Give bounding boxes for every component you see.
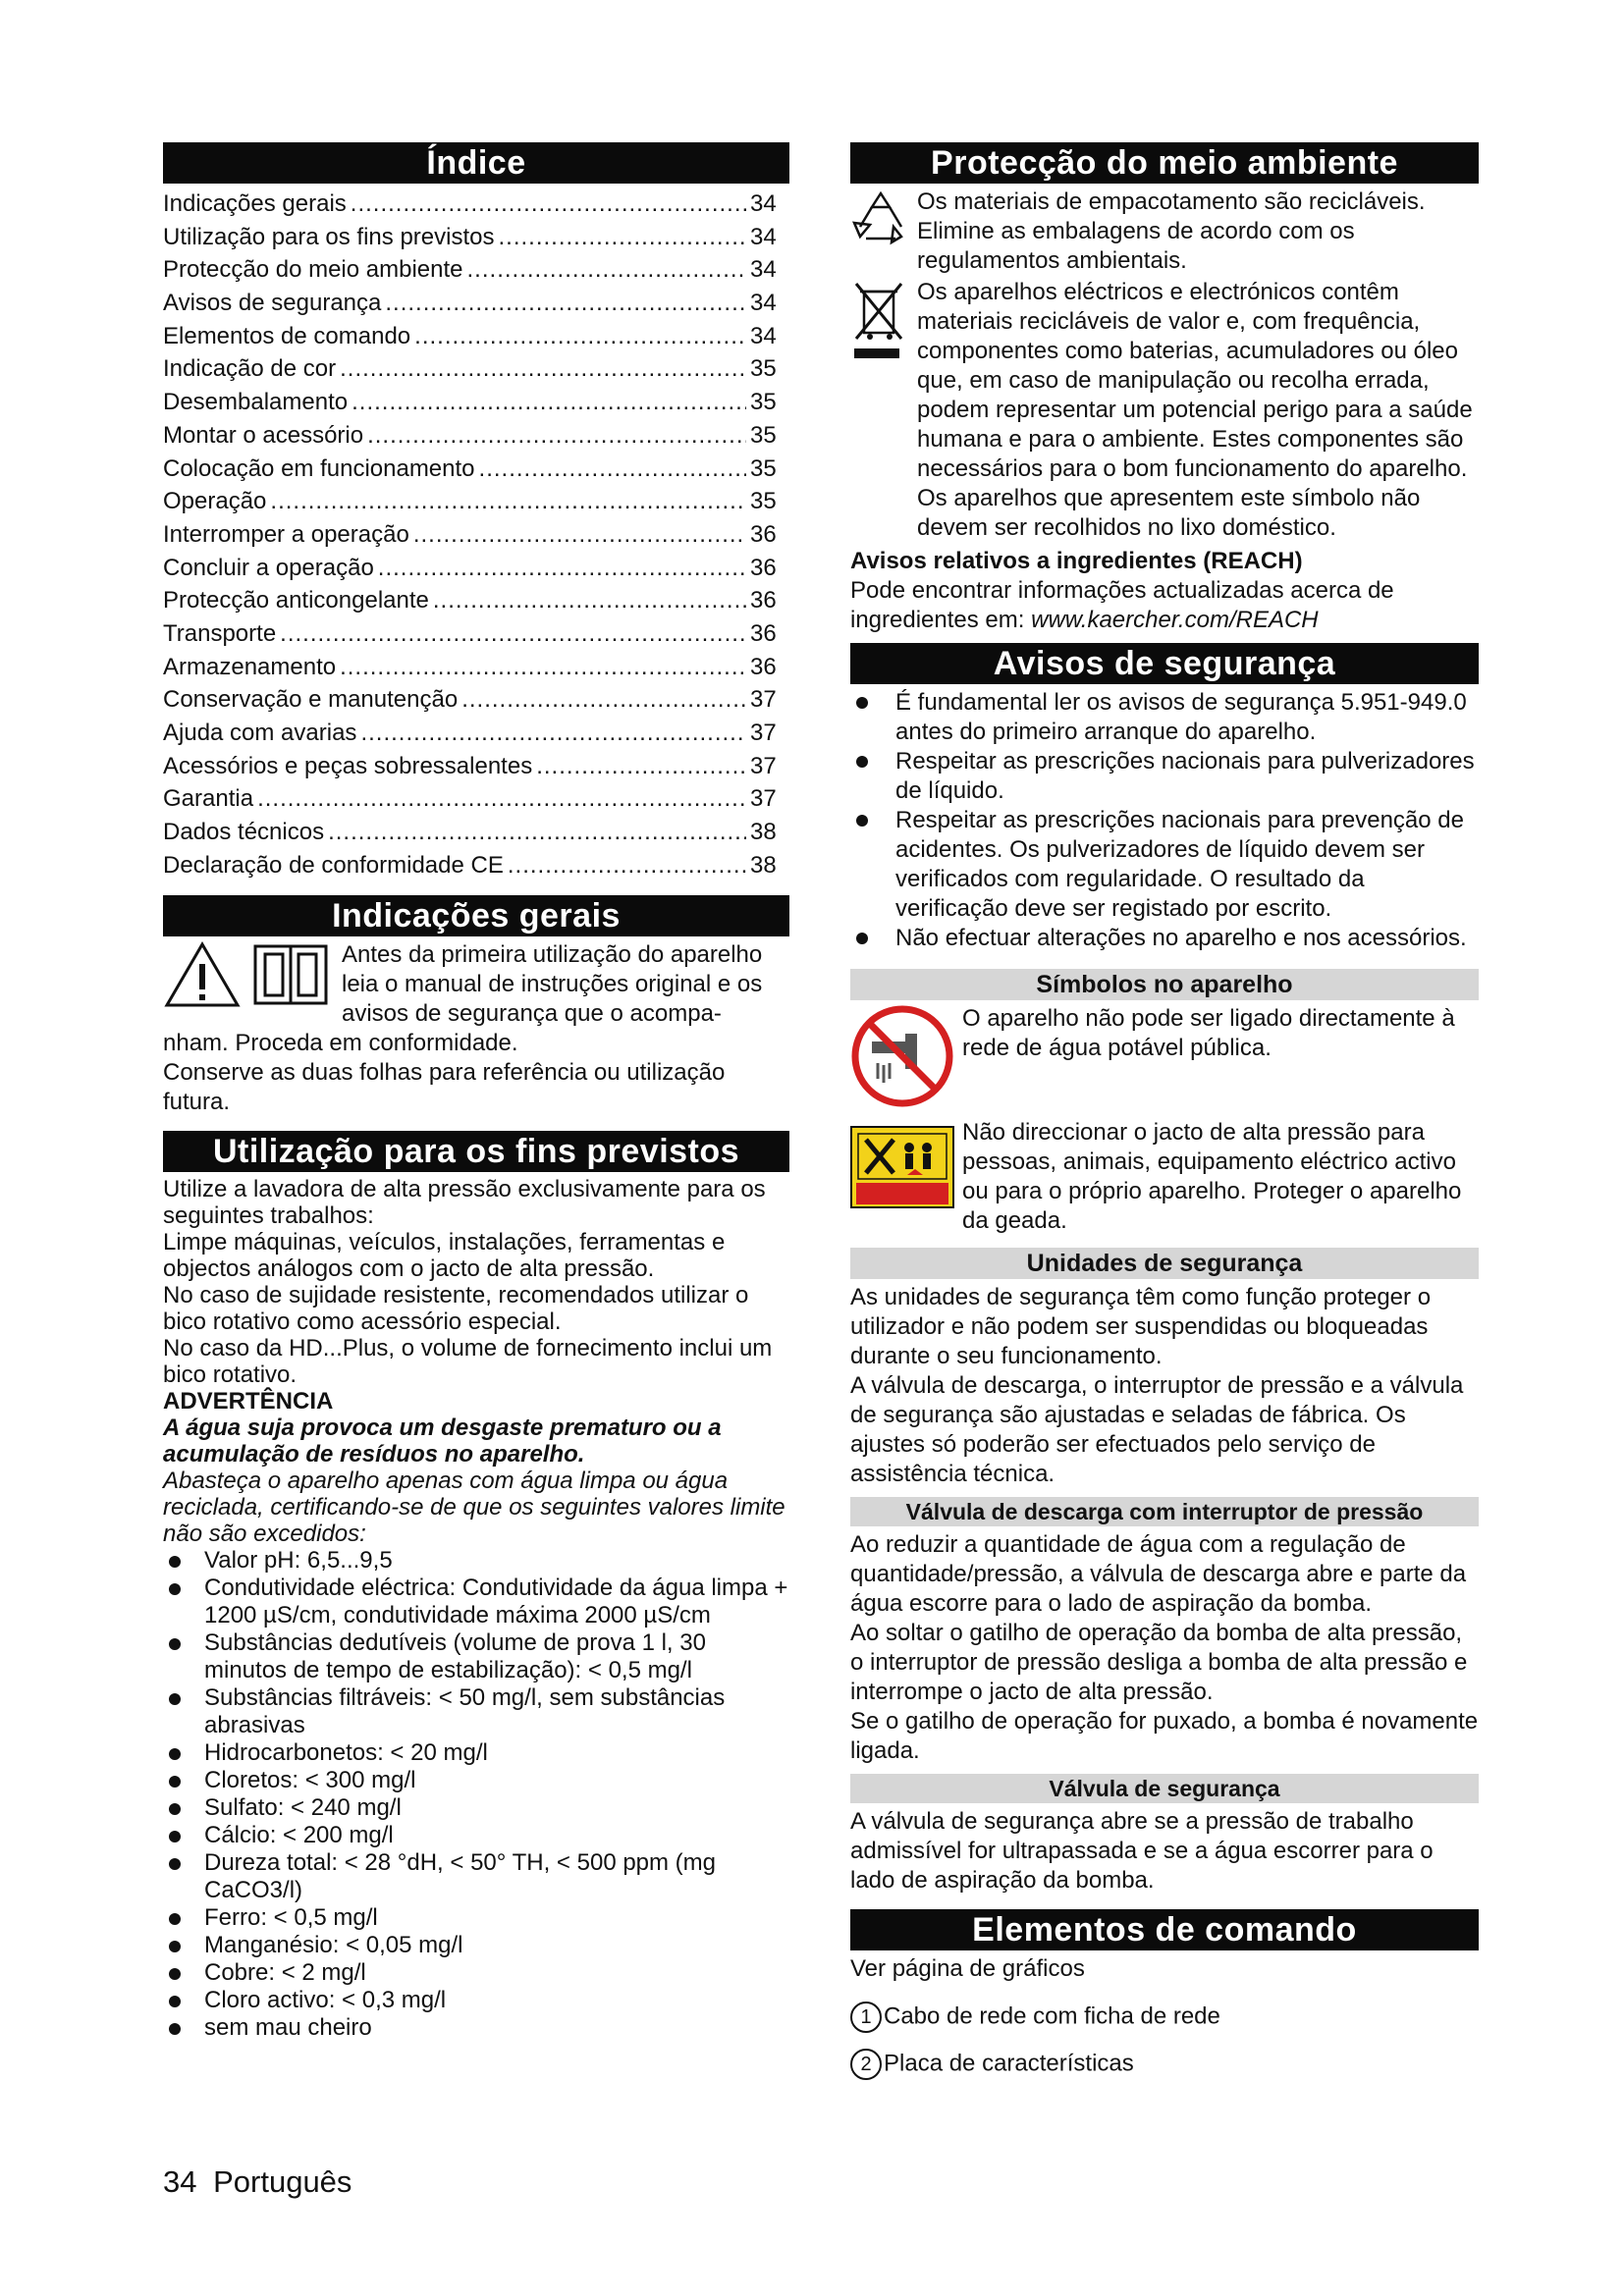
general-text-1: nham. Proceda em conformidade. [163,1030,518,1057]
toc-item[interactable]: Transporte ..... 36 [163,617,789,651]
control-label: Placa de características [884,2050,1134,2077]
recycle-notice [850,187,1479,276]
toc-item[interactable]: Utilização para os fins previstos ..... 34 [163,221,789,254]
symbol1-text: O aparelho não pode ser ligado directamente à rede de água potável pública. [962,1005,1455,1061]
toc-item[interactable]: Indicação de cor ..... 35 [163,352,789,386]
control-item-1 [850,2002,1479,2033]
toc-item[interactable]: Concluir a operação ..... 36 [163,552,789,585]
symbol2-text: Não direccionar o jacto de alta pressão para pessoas, animais, equipamento eléctrico activo ou para o próprio aparelho. Proteger o aparelho da geada. [962,1119,1462,1234]
toc-item[interactable]: Elementos de comando ..... 34 [163,320,789,353]
general-text-2: Conserve as duas folhas para referência ou utilização futura. [163,1059,726,1116]
no-drinking-water-connection-icon [850,1004,954,1108]
reach-text-body: Pode encontrar informações actualizadas acerca de ingredientes em: [850,577,1394,633]
intended-use-p1: Utilize a lavadora de alta pressão exclusivamente para os seguintes trabalhos: [163,1176,766,1230]
list-item: Condutividade eléctrica: Condutividade da água limpa + 1200 µS/cm, condutividade máxima 2000 µS/cm [163,1575,789,1629]
weee-notice [850,278,1479,543]
list-item: Dureza total: < 28 °dH, < 50° TH, < 500 ppm (mg CaCO3/l) [163,1849,789,1904]
left-column [163,142,789,2042]
recycle-icon [850,187,911,248]
intended-use-heading: Utilização para os fins previstos [163,1131,789,1172]
toc-item[interactable]: Indicações gerais ..... 34 [163,187,789,221]
footer-language: Português [213,2164,352,2199]
safety-valve-heading: Válvula de segurança [850,1774,1479,1803]
reach-link[interactable]: www.kaercher.com/REACH [1031,607,1319,633]
list-item: Cloretos: < 300 mg/l [163,1767,789,1794]
reach-title: Avisos relativos a ingredientes (REACH) [850,548,1303,574]
toc-item[interactable]: Colocação em funcionamento ..... 35 [163,453,789,486]
general-icon-text: Antes da primeira utilização do aparelho leia o manual de instruções original e os avisos de segurança que o acompa- [342,941,763,1028]
toc-item[interactable]: Conservação e manutenção ..... 37 [163,683,789,717]
toc-item[interactable]: Declaração de conformidade CE ..... 38 [163,849,789,882]
page-number: 34 [163,2164,197,2199]
warning-italic-text: Abasteça o aparelho apenas com água limpa ou água reciclada, certificando-se de que os seguintes valores limite não são excedidos: [163,1468,785,1548]
toc-item[interactable]: Ajuda com avarias ..... 37 [163,717,789,750]
valve1-p3: Se o gatilho de operação for puxado, a bomba é novamente ligada. [850,1708,1479,1764]
weee-text: Os aparelhos eléctricos e electrónicos contêm materiais recicláveis de valor e, com frequência, componentes como baterias, acumuladores ou óleo que, em caso de manipulação ou recolha errada, podem representar um potencial perigo para a saúde humana e para o ambiente. Estes componentes são necessários para o bom funcionamento do aparelho. Os aparelhos que apresentem este símbolo não devem ser recolhidos no lixo doméstico. [917,279,1473,541]
toc-item[interactable]: Operação ..... 35 [163,485,789,518]
control-label: Cabo de rede com ficha de rede [884,2002,1220,2030]
warning-label: ADVERTÊNCIA [163,1388,334,1415]
toc-item[interactable]: Garantia ..... 37 [163,782,789,816]
list-item: Respeitar as prescrições nacionais para prevenção de acidentes. Os pulverizadores de líquido devem ser verificados com regularidade. O resultado da verificação deve ser registado por escrito. [850,806,1479,924]
manual-book-icon [251,940,330,1009]
list-item: Substâncias filtráveis: < 50 mg/l, sem substâncias abrasivas [163,1684,789,1739]
list-item: Respeitar as prescrições nacionais para pulverizadores de líquido. [850,747,1479,806]
toc-list [163,187,789,881]
intended-use-p3: No caso de sujidade resistente, recomendados utilizar o bico rotativo como acessório especial. [163,1282,749,1336]
list-item: Ferro: < 0,5 mg/l [163,1904,789,1932]
valve1-p1: Ao reduzir a quantidade de água com a regulação de quantidade/pressão, a válvula de descarga abre e parte da água escorre para o lado de aspiração da bomba. [850,1531,1467,1617]
safety-heading: Avisos de segurança [850,643,1479,684]
reach-text [850,576,1479,635]
toc-item[interactable]: Armazenamento ..... 36 [163,651,789,684]
safety-units-heading: Unidades de segurança [850,1248,1479,1279]
control-number: 2 [850,2049,882,2080]
toc-heading: Índice [163,142,789,184]
jet-warning-label [850,1126,954,1208]
discharge-valve-heading: Válvula de descarga com interruptor de pressão [850,1497,1479,1526]
general-heading: Indicações gerais [163,895,789,936]
list-item: Hidrocarbonetos: < 20 mg/l [163,1739,789,1767]
symbol-no-drinking-water [850,1004,1479,1108]
list-item: Manganésio: < 0,05 mg/l [163,1932,789,1959]
toc-item[interactable]: Protecção do meio ambiente ..... 34 [163,253,789,287]
symbol-no-jet [850,1118,1479,1236]
water-limit-list [163,1547,789,2042]
units-p1: As unidades de segurança têm como função proteger o utilizador e não podem ser suspendidas ou bloqueadas durante o seu funcionamento. [850,1284,1432,1369]
units-p2: A válvula de descarga, o interruptor de pressão e a válvula de segurança são ajustadas e seladas de fábrica. Os ajustes só poderão ser efectuados pelo serviço de assistência técnica. [850,1372,1464,1487]
warning-bold-text: A água suja provoca um desgaste prematuro ou a acumulação de resíduos no aparelho. [163,1415,722,1468]
list-item: Substâncias dedutíveis (volume de prova 1 l, 30 minutos de tempo de estabilização): < 0,5 mg/l [163,1629,789,1684]
page-footer [163,2164,352,2200]
recycle-text: Os materiais de empacotamento são recicláveis. Elimine as embalagens de acordo com os regulamentos ambientais. [917,188,1426,274]
warning-icon [163,940,242,1009]
toc-item[interactable]: Desembalamento ..... 35 [163,386,789,419]
intended-use-p4: No caso da HD...Plus, o volume de fornecimento inclui um bico rotativo. [163,1335,773,1389]
valve2-p1: A válvula de segurança abre se a pressão de trabalho admissível for ultrapassada e se a água escorrer para o lado de aspiração da bomba. [850,1808,1434,1894]
toc-item[interactable]: Protecção anticongelante ..... 36 [163,584,789,617]
control-item-2 [850,2049,1479,2080]
list-item: É fundamental ler os avisos de segurança 5.951-949.0 antes do primeiro arranque do aparelho. [850,688,1479,747]
general-notice [163,940,789,1029]
controls-intro: Ver página de gráficos [850,1955,1085,1982]
control-number: 1 [850,2002,882,2033]
list-item: Valor pH: 6,5...9,5 [163,1547,789,1575]
symbols-heading: Símbolos no aparelho [850,969,1479,1000]
intended-use-p2: Limpe máquinas, veículos, instalações, ferramentas e objectos análogos com o jacto de alta pressão. [163,1229,726,1283]
valve1-p2: Ao soltar o gatilho de operação da bomba de alta pressão, o interruptor de pressão desliga a bomba de alta pressão e interrompe o jacto de alta pressão. [850,1620,1468,1705]
toc-item[interactable]: Avisos de segurança ..... 34 [163,287,789,320]
list-item: Sulfato: < 240 mg/l [163,1794,789,1822]
safety-list [850,688,1479,953]
list-item: sem mau cheiro [163,2014,789,2042]
toc-item[interactable]: Montar o acessório ..... 35 [163,419,789,453]
right-column [850,142,1479,2080]
toc-item[interactable]: Acessórios e peças sobressalentes ..... 37 [163,750,789,783]
toc-item[interactable]: Interromper a operação ..... 36 [163,518,789,552]
controls-heading: Elementos de comando [850,1909,1479,1950]
list-item: Cobre: < 2 mg/l [163,1959,789,1987]
environment-heading: Protecção do meio ambiente [850,142,1479,184]
list-item: Não efectuar alterações no aparelho e nos acessórios. [850,924,1479,953]
list-item: Cálcio: < 200 mg/l [163,1822,789,1849]
toc-item[interactable]: Dados técnicos ..... 38 [163,816,789,849]
crossed-bin-icon [850,278,909,362]
list-item: Cloro activo: < 0,3 mg/l [163,1987,789,2014]
